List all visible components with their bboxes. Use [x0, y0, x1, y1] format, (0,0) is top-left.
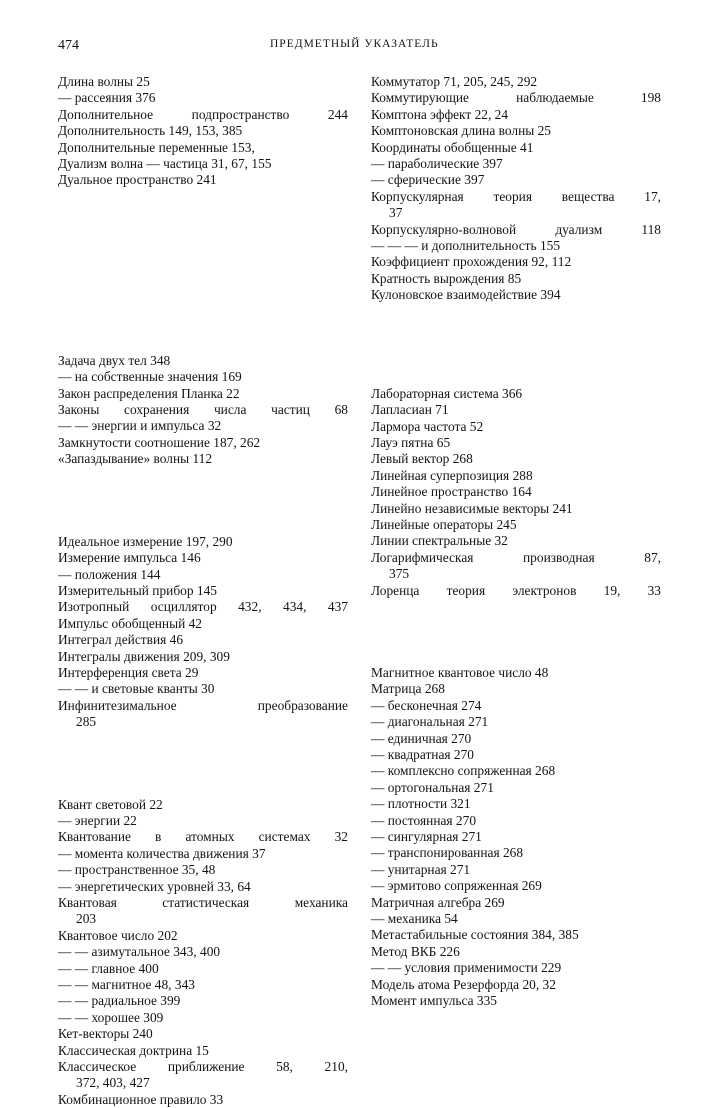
index-entry: — — условия применимости 229	[371, 960, 562, 976]
index-entry: Модель атома Резерфорда 20, 32	[371, 976, 556, 992]
index-entry: Интеграл действия 46	[58, 632, 184, 648]
index-column-right	[371, 74, 661, 1010]
index-entry: — — хорошее 309	[58, 1009, 164, 1025]
index-entry: Коэффициент прохождения 92, 112	[371, 254, 572, 270]
index-entry: Метод ВКБ 226	[371, 943, 460, 959]
index-group-m	[371, 665, 661, 1010]
index-entry: Идеальное измерение 197, 290	[58, 533, 233, 549]
index-entry: Классическое приближение 58, 210,	[58, 1059, 348, 1075]
index-entry: Кулоновское взаимодействие 394	[371, 287, 561, 303]
index-entry: Лабораторная система 366	[371, 385, 523, 401]
index-entry: — бесконечная 274	[371, 697, 482, 713]
index-entry-continuation: 37	[389, 205, 403, 221]
index-entry: — единичная 270	[371, 730, 472, 746]
index-entry: — комплексно сопряженная 268	[371, 763, 556, 779]
section-gap	[371, 599, 661, 665]
index-entry: Лауэ пятна 65	[371, 434, 451, 450]
index-entry: Корпускулярная теория вещества 17,	[371, 188, 661, 204]
index-group-z	[58, 353, 348, 468]
index-group-l	[371, 386, 661, 599]
index-entry: — рассеяния 376	[58, 90, 156, 106]
index-entry: «Запаздывание» волны 112	[58, 451, 213, 467]
index-entry: Магнитное квантовое число 48	[371, 664, 549, 680]
index-entry: Измерение импульса 146	[58, 550, 201, 566]
section-gap	[58, 731, 348, 797]
index-entry-continuation: 285	[76, 714, 97, 730]
index-entry: Квантование в атомных системах 32	[58, 829, 348, 845]
index-entry: Дуализм волна — частица 31, 67, 155	[58, 156, 272, 172]
index-entry-continuation: 203	[76, 911, 97, 927]
index-entry: Задача двух тел 348	[58, 352, 171, 368]
running-title: ПРЕДМЕТНЫЙ УКАЗАТЕЛЬ	[270, 38, 439, 50]
section-gap	[58, 189, 348, 353]
index-entry: Дополнительные переменные 153,	[58, 139, 255, 155]
index-entry: — энергетических уровней 33, 64	[58, 878, 251, 894]
index-entry: — — энергии и импульса 32	[58, 418, 222, 434]
index-entry: Комптона эффект 22, 24	[371, 106, 509, 122]
index-entry: Кратность вырождения 85	[371, 270, 522, 286]
index-entry: Метастабильные состояния 384, 385	[371, 927, 579, 943]
index-entry: — момента количества движения 37	[58, 845, 266, 861]
index-entry: — квадратная 270	[371, 747, 474, 762]
index-entry: — транспонированная 268	[371, 845, 524, 861]
index-entry: — ортогональная 271	[371, 779, 494, 795]
index-entry: — сферические 397	[371, 172, 485, 188]
index-entry: Квант световой 22	[58, 796, 163, 812]
section-gap	[371, 304, 661, 386]
index-entry: Лоренца теория электронов 19, 33	[371, 582, 661, 598]
index-entry: Замкнутости соотношение 187, 262	[58, 434, 261, 450]
index-entry: Матрица 268	[371, 681, 445, 697]
index-entry: Дополнительность 149, 153, 385	[58, 123, 243, 139]
index-entry: Импульс обобщенный 42	[58, 615, 203, 631]
index-entry: — постоянная 270	[371, 812, 477, 828]
index-entry: Длина волны 25	[58, 74, 150, 89]
index-entry: Линейное пространство 164	[371, 484, 532, 500]
index-entry: — — главное 400	[58, 960, 159, 976]
index-entry-continuation: 375	[389, 566, 410, 582]
index-column-left	[58, 74, 348, 1108]
section-gap	[58, 468, 348, 534]
index-entry: — — магнитное 48, 343	[58, 977, 195, 993]
index-group-i	[58, 534, 348, 731]
page-number: 474	[58, 38, 79, 53]
index-entry: — — — и дополнительность 155	[371, 238, 561, 254]
index-entry: Координаты обобщенные 41	[371, 139, 534, 155]
index-entry: Матричная алгебра 269	[371, 894, 505, 910]
index-entry: Левый вектор 268	[371, 451, 473, 467]
index-entry: — параболические 397	[371, 156, 503, 172]
index-entry: — плотности 321	[371, 796, 471, 812]
index-group-k	[58, 797, 348, 1108]
index-entry: — — радиальное 399	[58, 993, 181, 1009]
page-header	[58, 38, 658, 56]
index-entry: — пространственное 35, 48	[58, 862, 216, 878]
index-entry: Линии спектральные 32	[371, 533, 508, 549]
index-entry: Измерительный прибор 145	[58, 582, 217, 598]
index-entry: Классическая доктрина 15	[58, 1042, 209, 1058]
index-entry: Корпускулярно-волновой дуализм 118	[371, 221, 661, 237]
index-entry: Квантовое число 202	[58, 927, 178, 943]
index-entry: Комптоновская длина волны 25	[371, 123, 551, 139]
index-entry: Лармора частота 52	[371, 418, 484, 434]
index-entry: — диагональная 271	[371, 714, 489, 730]
index-entry: Логарифмическая производная 87,	[371, 549, 661, 565]
index-entry: Закон распределения Планка 22	[58, 385, 240, 401]
index-entry: Линейно независимые векторы 241	[371, 500, 573, 516]
index-entry: — — и световые кванты 30	[58, 681, 215, 697]
index-entry: Коммутирующие наблюдаемые 198	[371, 90, 661, 106]
index-entry: — на собственные значения 169	[58, 369, 242, 385]
index-entry: Коммутатор 71, 205, 245, 292	[371, 74, 538, 89]
index-entry: Лапласиан 71	[371, 402, 449, 418]
index-entry: — положения 144	[58, 566, 161, 582]
index-entry: Законы сохранения числа частиц 68	[58, 402, 348, 418]
index-entry: Дополнительное подпространство 244	[58, 106, 348, 122]
index-entry: Инфинитезимальное преобразование	[58, 697, 348, 713]
index-entry: Изотропный осциллятор 432, 434, 437	[58, 599, 348, 615]
index-entry: Кет-векторы 240	[58, 1026, 153, 1042]
index-entry: — сингулярная 271	[371, 829, 482, 845]
index-entry: Линейная суперпозиция 288	[371, 467, 533, 483]
index-entry: Дуальное пространство 241	[58, 172, 217, 188]
index-entry: — унитарная 271	[371, 861, 471, 877]
index-entry: Комбинационное правило 33	[58, 1091, 224, 1107]
index-entry: — эрмитово сопряженная 269	[371, 878, 542, 894]
index-entry: — — азимутальное 343, 400	[58, 944, 221, 960]
index-group-k2	[371, 74, 661, 304]
index-entry: — энергии 22	[58, 812, 137, 828]
index-group-d	[58, 74, 348, 189]
index-entry: — механика 54	[371, 911, 458, 927]
index-entry: Момент импульса 335	[371, 993, 497, 1009]
index-entry-continuation: 372, 403, 427	[76, 1075, 150, 1091]
index-entry: Интегралы движения 209, 309	[58, 648, 230, 664]
index-entry: Квантовая статистическая механика	[58, 895, 348, 910]
index-entry: Интерференция света 29	[58, 664, 199, 680]
index-entry: Линейные операторы 245	[371, 516, 517, 532]
